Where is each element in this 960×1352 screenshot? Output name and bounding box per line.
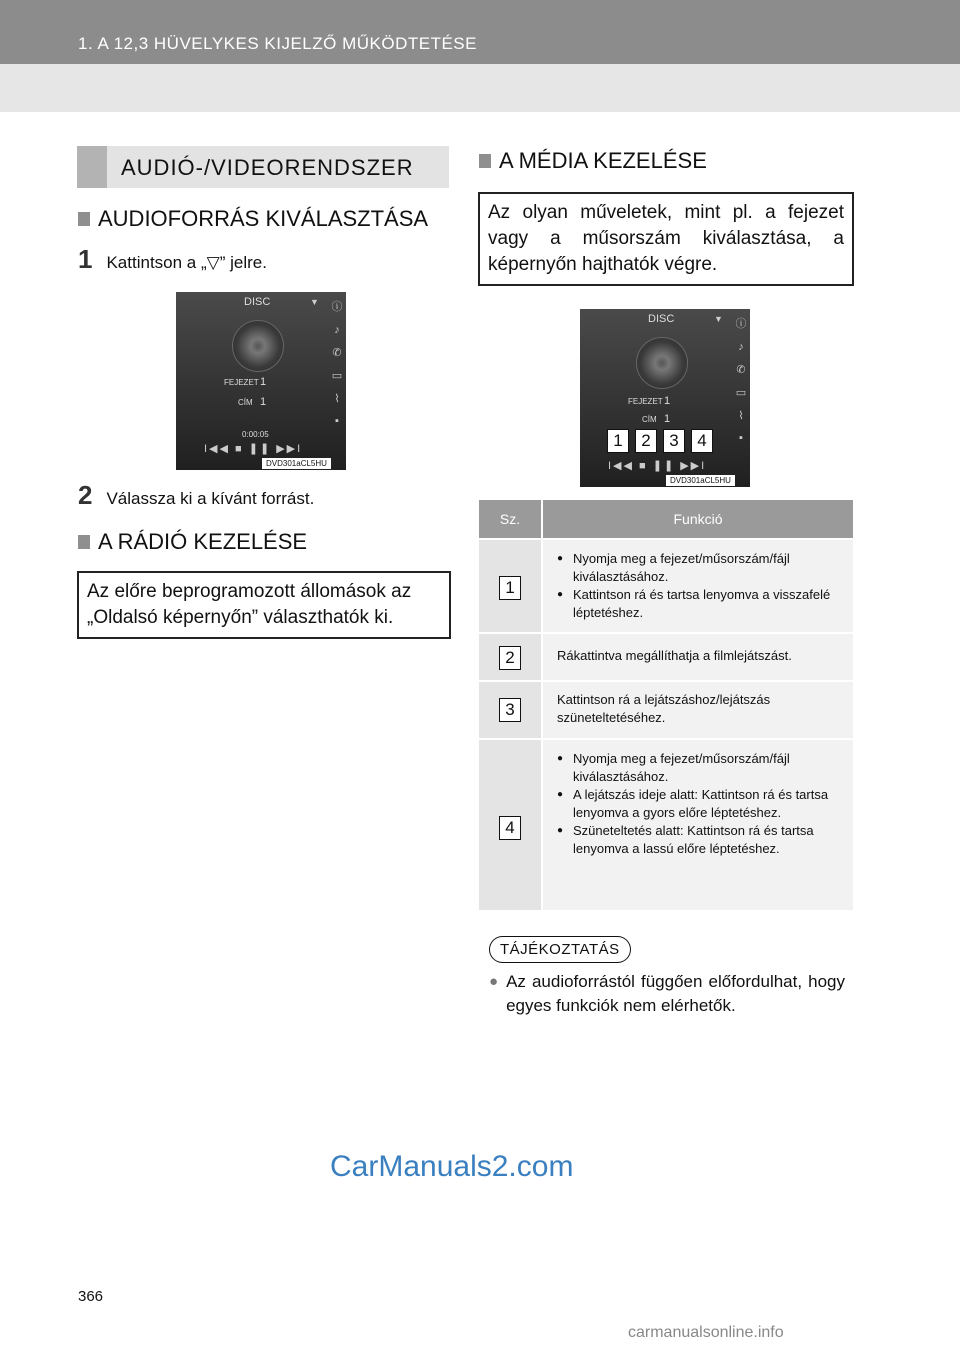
footer-brand: carmanualsonline.info [628, 1324, 784, 1341]
radio-heading [78, 529, 307, 555]
column-header-number: Sz. [499, 511, 521, 527]
screenshot-2 [580, 309, 750, 487]
side-menu [730, 315, 750, 444]
row-number: 4 [499, 816, 521, 840]
row-number-cell [479, 740, 541, 910]
chapter-label: FEJEZET [224, 378, 259, 387]
table-row [479, 632, 853, 680]
disc-title: DISC [244, 296, 271, 308]
list-item: ● Nyomja meg a fejezet/műsorszám/fájl kiválasztásához. [557, 750, 839, 786]
audio-source-heading-text: AUDIOFORRÁS KIVÁLASZTÁSA [98, 206, 429, 231]
callout-4: 4 [691, 429, 713, 453]
step-text: Válassza ki a kívánt forrást. [106, 489, 315, 508]
step-number: 1 [78, 244, 93, 274]
section-tab [77, 146, 107, 188]
figure-code: DVD301aCL5HU [262, 458, 331, 469]
info-tag: TÁJÉKOZTATÁS [489, 936, 631, 963]
media-note-box: Az olyan műveletek, mint pl. a fejezet vagy a műsorszám kiválasztása, a képernyőn hajthatók végre. [478, 192, 854, 286]
row-number-cell [479, 634, 541, 680]
disc-image [636, 337, 688, 389]
title-label: CÍM [642, 415, 657, 424]
square-bullet-icon [78, 535, 90, 549]
row-function-cell: Kattintson rá a lejátszáshoz/lejátszás szüneteltetéséhez. [541, 682, 853, 738]
table-row [479, 680, 853, 738]
radio-note-box: Az előre beprogramozott állomások az „Oldalsó képernyőn” választhatók ki. [77, 571, 451, 639]
row-number: 2 [499, 646, 521, 670]
callout-2: 2 [635, 429, 657, 453]
table-header [479, 500, 853, 538]
callout-1: 1 [607, 429, 629, 453]
header-bar [0, 0, 960, 64]
function-table [479, 500, 853, 910]
playback-controls: I◀◀ ■ ❚❚ ▶▶I [204, 443, 303, 455]
row-number-cell [479, 540, 541, 632]
title-value: 1 [664, 413, 671, 425]
row-function-cell [541, 540, 853, 632]
step-2 [78, 480, 314, 511]
header-subbar [0, 64, 960, 112]
side-menu [326, 298, 346, 427]
row-function-cell: Rákattintva megállíthatja a filmlejátszást. [541, 634, 853, 680]
phone-icon: ✆ [736, 364, 746, 376]
info-note-text: Az audioforrástól függően előfordulhat, hogy egyes funkciók nem elérhetők. [506, 972, 845, 1015]
table-row [479, 538, 853, 632]
media-heading [479, 148, 707, 174]
signal-icon: ⌇ [334, 393, 340, 405]
list-item: ● A lejátszás ideje alatt: Kattintson rá és tartsa lenyomva a gyors előre léptetéshez. [557, 786, 839, 822]
list-item: ● Nyomja meg a fejezet/műsorszám/fájl kiválasztásához. [557, 550, 839, 586]
disc-image [232, 320, 284, 372]
signal-icon: ⌇ [738, 410, 744, 422]
chapter-value: 1 [260, 376, 267, 388]
music-note-icon: ♪ [738, 341, 744, 353]
step-text: Kattintson a „▽” jelre. [106, 253, 267, 272]
step-1 [78, 244, 267, 275]
dropdown-triangle-icon: ▼ [310, 297, 319, 307]
image-icon: ▭ [735, 387, 747, 399]
title-value: 1 [260, 396, 267, 408]
music-note-icon: ♪ [334, 324, 340, 336]
table-row [479, 738, 853, 910]
watermark: CarManuals2.com [330, 1150, 574, 1183]
section-title-box [77, 146, 449, 188]
step-number: 2 [78, 480, 93, 510]
info-icon: ⓘ [735, 318, 747, 330]
section-title: AUDIÓ-/VIDEORENDSZER [121, 155, 414, 180]
callout-3: 3 [663, 429, 685, 453]
square-bullet-icon [479, 154, 491, 168]
column-header-function: Funkció [541, 500, 853, 538]
radio-heading-text: A RÁDIÓ KEZELÉSE [98, 529, 308, 554]
chapter-label: FEJEZET [628, 397, 663, 406]
dropdown-triangle-icon: ▼ [714, 314, 723, 324]
disc-title: DISC [648, 313, 675, 325]
info-note [489, 970, 845, 1018]
menu-icon: ▪ [739, 432, 743, 444]
image-icon: ▭ [331, 370, 343, 382]
audio-source-heading [78, 206, 428, 232]
row-number: 3 [499, 698, 521, 722]
media-heading-text: A MÉDIA KEZELÉSE [499, 148, 707, 173]
time-display: 0:00:05 [242, 430, 269, 439]
row-number-cell [479, 682, 541, 738]
playback-controls: I◀◀ ■ ❚❚ ▶▶I [608, 460, 707, 472]
chapter-value: 1 [664, 395, 671, 407]
phone-icon: ✆ [332, 347, 342, 359]
chapter-title: 1. A 12,3 HÜVELYKES KIJELZŐ MŰKÖDTETÉSE [78, 34, 477, 53]
menu-icon: ▪ [335, 415, 339, 427]
page-number: 366 [78, 1288, 104, 1305]
list-item: ● Kattintson rá és tartsa lenyomva a visszafelé léptetéshez. [557, 586, 839, 622]
list-item: ● Szüneteltetés alatt: Kattintson rá és tartsa lenyomva a lassú előre léptetéshez. [557, 822, 839, 858]
row-function-cell [541, 740, 853, 910]
row-number: 1 [499, 576, 521, 600]
info-icon: ⓘ [331, 301, 343, 313]
title-label: CÍM [238, 398, 253, 407]
circle-bullet-icon: ● [489, 973, 499, 990]
square-bullet-icon [78, 212, 90, 226]
screenshot-1 [176, 292, 346, 470]
figure-code: DVD301aCL5HU [666, 475, 735, 486]
